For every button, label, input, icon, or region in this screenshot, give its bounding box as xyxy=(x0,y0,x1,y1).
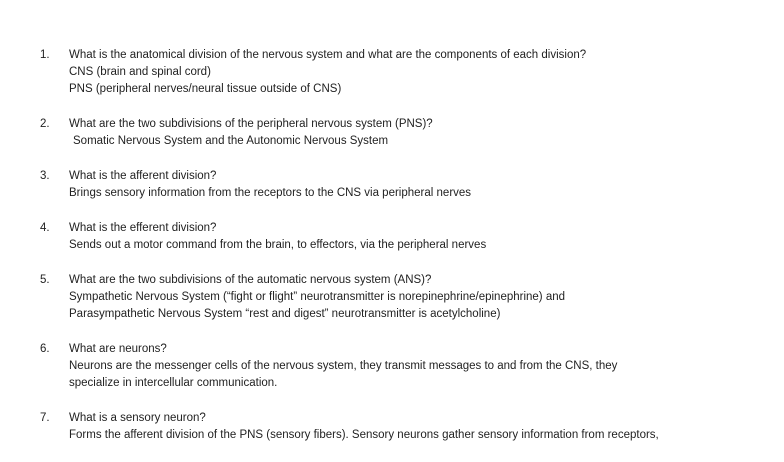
question-number: 3. xyxy=(40,170,50,182)
question-body xyxy=(69,168,760,202)
answer-text: Sends out a motor command from the brain, to effectors, via the peripheral nerves xyxy=(69,239,487,251)
question-text: What is the anatomical division of the nervous system and what are the components of each division? xyxy=(69,49,587,61)
question-body xyxy=(69,47,760,98)
answer-text: Somatic Nervous System and the Autonomic Nervous System xyxy=(73,135,389,147)
question-number: 1. xyxy=(40,49,50,61)
answer-text: PNS (peripheral nerves/neural tissue outside of CNS) xyxy=(69,83,342,95)
question-body xyxy=(69,341,760,392)
question-number: 5. xyxy=(40,274,50,286)
answer-text: Brings sensory information from the receptors to the CNS via peripheral nerves xyxy=(69,187,472,199)
answer-text: Parasympathetic Nervous System “rest and digest” neurotransmitter is acetylcholine) xyxy=(69,308,501,320)
answer-text: specialize in intercellular communication. xyxy=(69,377,278,389)
question-number: 4. xyxy=(40,222,50,234)
question-number: 2. xyxy=(40,118,50,130)
question-body xyxy=(69,272,760,323)
question-body xyxy=(69,220,760,254)
question-text: What is the afferent division? xyxy=(69,170,217,182)
question-text: What is the efferent division? xyxy=(69,222,217,234)
question-text: What are the two subdivisions of the peripheral nervous system (PNS)? xyxy=(69,118,433,130)
question-text: What are neurons? xyxy=(69,343,167,355)
question-body xyxy=(69,116,760,150)
question-item xyxy=(40,47,760,98)
answer-text: Neurons are the messenger cells of the nervous system, they transmit messages to and from the CNS, they xyxy=(69,360,618,372)
question-item xyxy=(40,341,760,392)
answer-text: Sympathetic Nervous System (“fight or flight” neurotransmitter is norepinephrine/epinephrine) and xyxy=(69,291,566,303)
question-body xyxy=(69,410,760,444)
question-number: 6. xyxy=(40,343,50,355)
question-item xyxy=(40,116,760,150)
question-text: What are the two subdivisions of the automatic nervous system (ANS)? xyxy=(69,274,432,286)
question-item xyxy=(40,168,760,202)
answer-text: CNS (brain and spinal cord) xyxy=(69,66,211,78)
question-number: 7. xyxy=(40,412,50,424)
question-item xyxy=(40,410,760,444)
question-text: What is a sensory neuron? xyxy=(69,412,206,424)
answer-text: Forms the afferent division of the PNS (sensory fibers). Sensory neurons gather sensory information from receptors, xyxy=(69,429,659,441)
question-item xyxy=(40,220,760,254)
question-list xyxy=(40,47,760,462)
question-item xyxy=(40,272,760,323)
